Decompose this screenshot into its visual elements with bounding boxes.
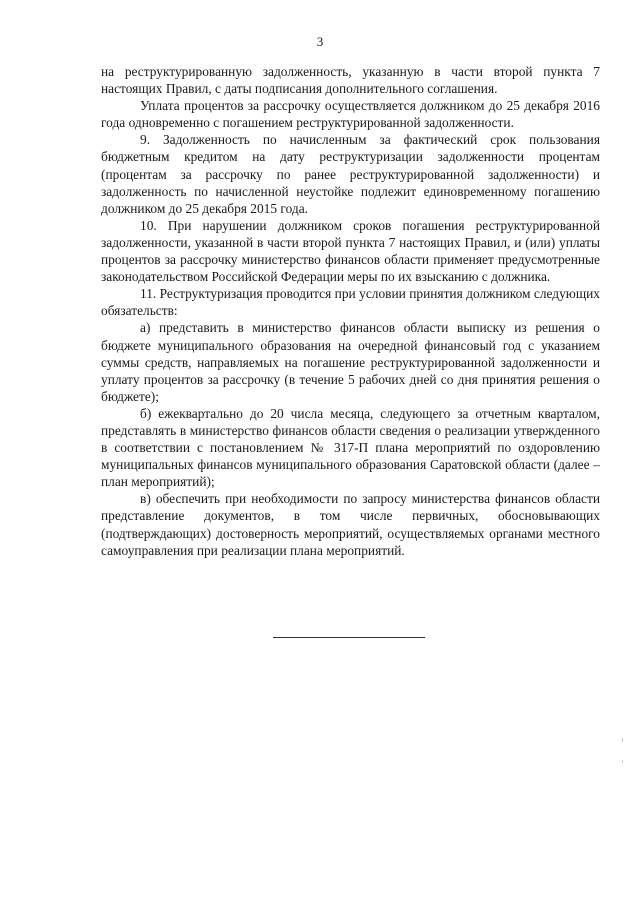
scan-edge-mark — [622, 760, 623, 763]
paragraph-item-11b: б) ежеквартально до 20 числа месяца, следующего за отчетным кварталом, представлять в министерство финансов области сведения о реализации утвержденного в соответствии с постановлением № 317-П плана мероприятий по оздоровлению муниципальных финансов муниципального образования Саратовской области (далее – план мероприятий); — [101, 405, 600, 490]
paragraph-item-10: 10. При нарушении должником сроков погашения реструктурированной задолженности, указанной в части второй пункта 7 настоящих Правил, и (или) уплаты процентов за рассрочку министерство финансов области применяет предусмотренные законодательством Российской Федерации меры по их взысканию с должника. — [101, 217, 600, 285]
paragraph-item-11c: в) обеспечить при необходимости по запросу министерства финансов области представление документов, в том числе первичных, обосновывающих (подтверждающих) достоверность мероприятий, осуществляемых органами местного самоуправления при реализации плана мероприятий. — [101, 491, 600, 558]
scan-edge-mark — [622, 738, 623, 742]
paragraph-interest-payment: Уплата процентов за рассрочку осуществляется должником до 25 декабря 2016 года одновременно с погашением реструктурированной задолженности. — [101, 98, 600, 131]
document-body — [101, 63, 600, 559]
paragraph-item-9: 9. Задолженность по начисленным за фактический срок пользования бюджетным кредитом на дату реструктуризации задолженности процентам (процентам за рассрочку по ранее реструктурированной задолженности) и задолженность по начисленной неустойке подлежит единовременному погашению должником до 25 декабря 2015 года. — [101, 132, 600, 216]
paragraph-item-11a: а) представить в министерство финансов области выписку из решения о бюджете муниципального образования на очередной финансовый год с указанием суммы средств, направляемых на погашение реструктурированной задолженности и уплату процентов за рассрочку (в течение 5 рабочих дней со дня принятия решения о бюджете); — [101, 320, 600, 404]
paragraph-continuation: на реструктурированную задолженность, указанную в части второй пункта 7 настоящих Правил, с даты подписания дополнительного соглашения. — [101, 64, 600, 97]
page-number: 3 — [316, 34, 324, 49]
end-separator-line — [273, 637, 425, 638]
paragraph-item-11: 11. Реструктуризация проводится при условии принятия должником следующих обязательств: — [101, 286, 600, 319]
